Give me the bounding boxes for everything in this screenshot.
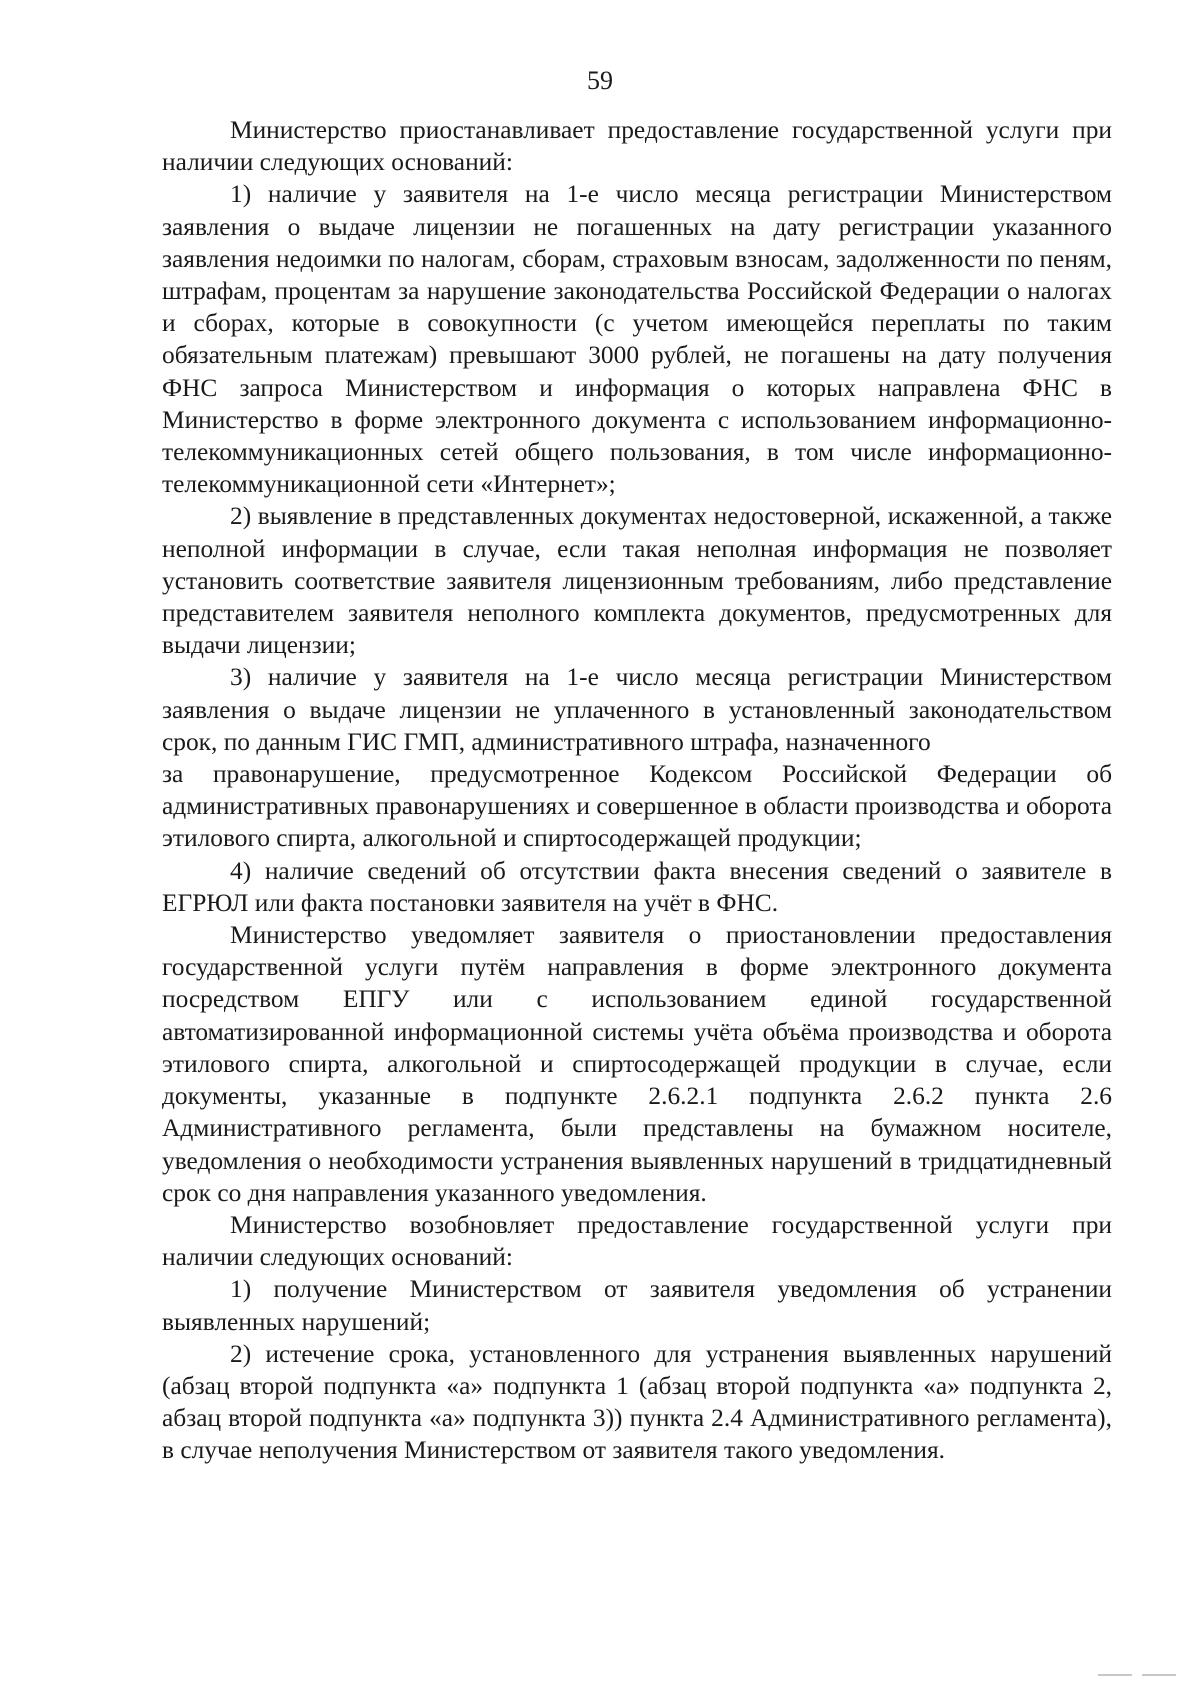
document-body [162,114,1112,1467]
paragraph-suspension-intro: Министерство приостанавливает предоставление государственной услуги при наличии следующих оснований: [162,116,1112,177]
paragraph-suspension-ground-3: 3) наличие у заявителя на 1-е число месяца регистрации Министерством заявления о выдаче лицензии не уплаченного в установленный законодательством срок, по данным ГИС ГМП, административного штрафа, назначенного [162,663,1112,756]
paragraph-suspension-ground-3-continued: за правонарушение, предусмотренное Кодексом Российской Федерации об административных правонарушениях и совершенное в области производства и оборота этилового спирта, алкогольной и спиртосодержащей продукции; [162,760,1112,853]
paragraph-resumption-ground-1: 1) получение Министерством от заявителя уведомления об устранении выявленных нарушений; [162,1275,1112,1336]
scan-mark [1098,1674,1132,1676]
scan-mark [1142,1674,1176,1676]
paragraph-resumption-ground-2: 2) истечение срока, установленного для устранения выявленных нарушений (абзац второй подпункта «а» подпункта 1 (абзац второй подпункта «а» подпункта 2, абзац второй подпункта «а» подпункта 3)) пункта 2.4 Административного регламента), в случае неполучения Министерством от заявителя такого уведомления. [162,1339,1112,1465]
paragraph-suspension-ground-4: 4) наличие сведений об отсутствии факта внесения сведений о заявителе в ЕГРЮЛ или факта постановки заявителя на учёт в ФНС. [162,856,1112,917]
paragraph-resumption-intro: Министерство возобновляет предоставление государственной услуги при наличии следующих оснований: [162,1210,1112,1272]
scan-edge-marks [1088,1663,1178,1665]
paragraph-suspension-ground-2: 2) выявление в представленных документах недостоверной, искаженной, а также неполной информации в случае, если такая неполная информация не позволяет установить соответствие заявителя лицензионным требованиям, либо представление представителем заявителя неполного комплекта документов, предусмотренных для выдачи лицензии; [162,502,1112,660]
paragraph-suspension-ground-1: 1) наличие у заявителя на 1-е число месяца регистрации Министерством заявления о выдаче лицензии не погашенных на дату регистрации указанного заявления недоимки по налогам, сборам, страховым взносам, задолженности по пеням, штрафам, процентам за нарушение законодательства Российской Федерации о налогах и сборах, которые в совокупности (с учетом имеющейся переплаты по таким обязательным платежам) превышают 3000 рублей, не погашены на дату получения ФНС запроса Министерством и информация о которых направлена ФНС в Министерство в форме электронного документа с использованием информационно-телекоммуникационных сетей общего пользования, в том числе информационно-телекоммуникационной сети «Интернет»; [162,180,1112,499]
paragraph-notification: Министерство уведомляет заявителя о приостановлении предоставления государственной услуги путём направления в форме электронного документа посредством ЕПГУ или с использованием единой государственной автоматизированной информационной системы учёта объёма производства и оборота этилового спирта, алкогольной и спиртосодержащей продукции в случае, если документы, указанные в подпункте 2.6.2.1 подпункта 2.6.2 пункта 2.6 Административного регламента, были представлены на бумажном носителе, уведомления о необходимости устранения выявленных нарушений в тридцатидневный срок со дня направления указанного уведомления. [162,921,1112,1207]
page-number: 59 [587,66,613,95]
